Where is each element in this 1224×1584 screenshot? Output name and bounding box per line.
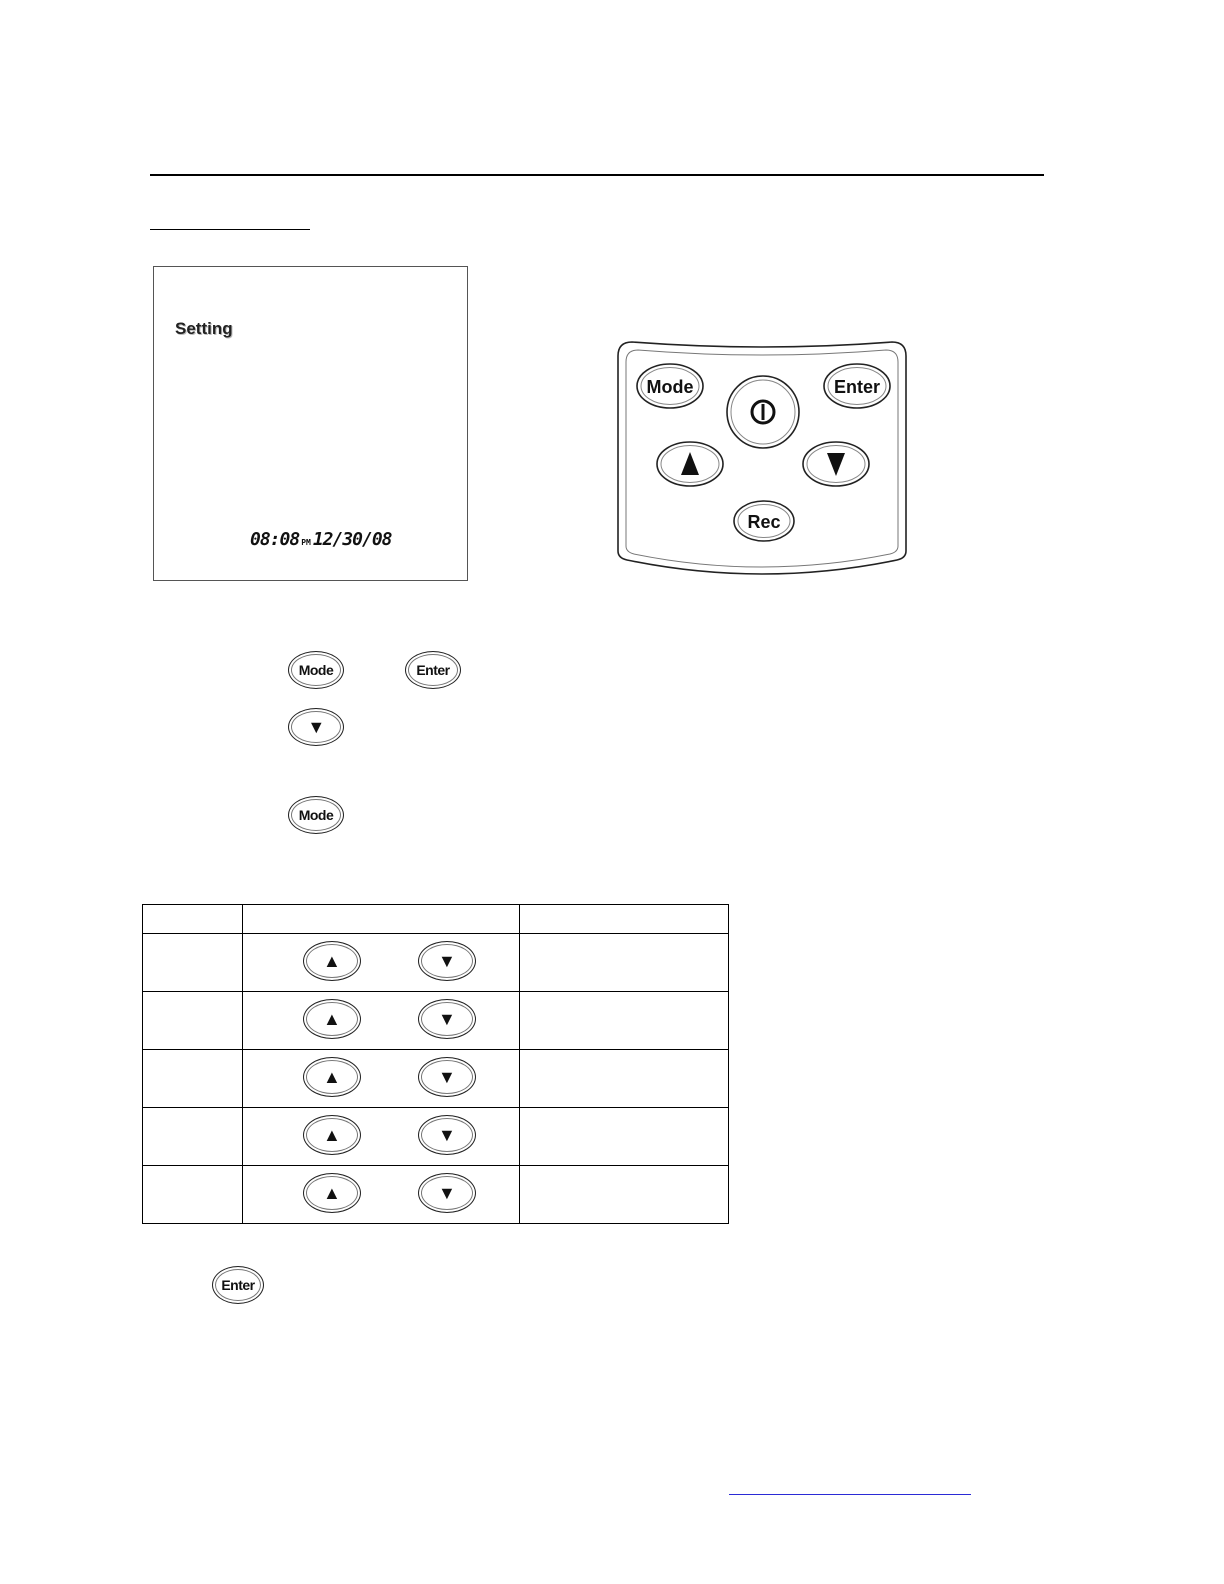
- table-cell: [519, 992, 728, 1050]
- down-arrow-icon: ▼: [437, 1067, 456, 1087]
- up-arrow-icon: ▲: [322, 951, 341, 971]
- table-down-button[interactable]: [418, 1115, 476, 1155]
- header-rule: [150, 174, 1044, 176]
- lcd-ampm: PM: [301, 538, 311, 547]
- lcd-display: [153, 266, 468, 581]
- table-cell: [519, 1166, 728, 1224]
- up-arrow-icon: ▲: [322, 1125, 341, 1145]
- down-arrow-icon: ▼: [437, 1183, 456, 1203]
- step2-down-button[interactable]: [288, 708, 344, 746]
- table-up-button[interactable]: [303, 1115, 361, 1155]
- table-cell: [143, 1050, 243, 1108]
- table-button-cell: [242, 1050, 519, 1108]
- step1-enter-label: Enter: [416, 662, 450, 678]
- up-arrow-icon: ▲: [322, 1067, 341, 1087]
- table-up-button[interactable]: [303, 941, 361, 981]
- up-arrow-icon: ▲: [322, 1009, 341, 1029]
- keypad-up-button[interactable]: [657, 442, 723, 486]
- table-button-cell: [242, 992, 519, 1050]
- table-cell: [143, 934, 243, 992]
- table-cell: [143, 1108, 243, 1166]
- table-header-cell: [143, 905, 243, 934]
- keypad-rec-button[interactable]: [734, 501, 794, 541]
- table-down-button[interactable]: [418, 941, 476, 981]
- table-row: [143, 1050, 729, 1108]
- keypad-mode-button[interactable]: [637, 364, 703, 408]
- section-heading-underline: [150, 229, 310, 230]
- table-down-button[interactable]: [418, 999, 476, 1039]
- keypad-down-button[interactable]: [803, 442, 869, 486]
- table-row: [143, 934, 729, 992]
- keypad-mode-label: Mode: [646, 377, 694, 397]
- keypad-enter-button[interactable]: [824, 364, 890, 408]
- step1-enter-button[interactable]: [405, 651, 461, 689]
- keypad-illustration: [612, 336, 912, 582]
- table-row: [143, 1108, 729, 1166]
- up-arrow-icon: ▲: [322, 1183, 341, 1203]
- table-cell: [143, 992, 243, 1050]
- lcd-date: 12/30/08: [312, 529, 392, 550]
- keypad-rec-label: Rec: [747, 512, 781, 532]
- final-enter-label: Enter: [221, 1277, 255, 1293]
- keypad-power-button[interactable]: [727, 376, 799, 448]
- table-button-cell: [242, 1108, 519, 1166]
- table-header-cell: [519, 905, 728, 934]
- lcd-title: Setting: [175, 319, 233, 338]
- table-cell: [519, 934, 728, 992]
- table-header-row: [143, 905, 729, 934]
- step3-mode-label: Mode: [298, 807, 334, 823]
- down-arrow-icon: ▼: [437, 951, 456, 971]
- setting-table: [142, 904, 729, 1224]
- table-up-button[interactable]: [303, 999, 361, 1039]
- footer-link-underline[interactable]: [729, 1494, 971, 1495]
- step3-mode-button[interactable]: [288, 796, 344, 834]
- table-row: [143, 992, 729, 1050]
- table-header-cell: [242, 905, 519, 934]
- table-up-button[interactable]: [303, 1057, 361, 1097]
- step1-mode-label: Mode: [298, 662, 334, 678]
- final-enter-button[interactable]: [212, 1266, 264, 1304]
- lcd-clock: [250, 529, 392, 550]
- step1-mode-button[interactable]: [288, 651, 344, 689]
- down-arrow-icon: ▼: [437, 1009, 456, 1029]
- keypad-enter-label: Enter: [833, 377, 881, 397]
- down-arrow-icon: ▼: [437, 1125, 456, 1145]
- down-arrow-icon: ▼: [307, 717, 325, 737]
- table-down-button[interactable]: [418, 1057, 476, 1097]
- table-down-button[interactable]: [418, 1173, 476, 1213]
- lcd-time: 08:08: [250, 529, 300, 550]
- table-cell: [143, 1166, 243, 1224]
- table-cell: [519, 1050, 728, 1108]
- table-button-cell: [242, 1166, 519, 1224]
- table-cell: [519, 1108, 728, 1166]
- table-up-button[interactable]: [303, 1173, 361, 1213]
- table-button-cell: [242, 934, 519, 992]
- table-row: [143, 1166, 729, 1224]
